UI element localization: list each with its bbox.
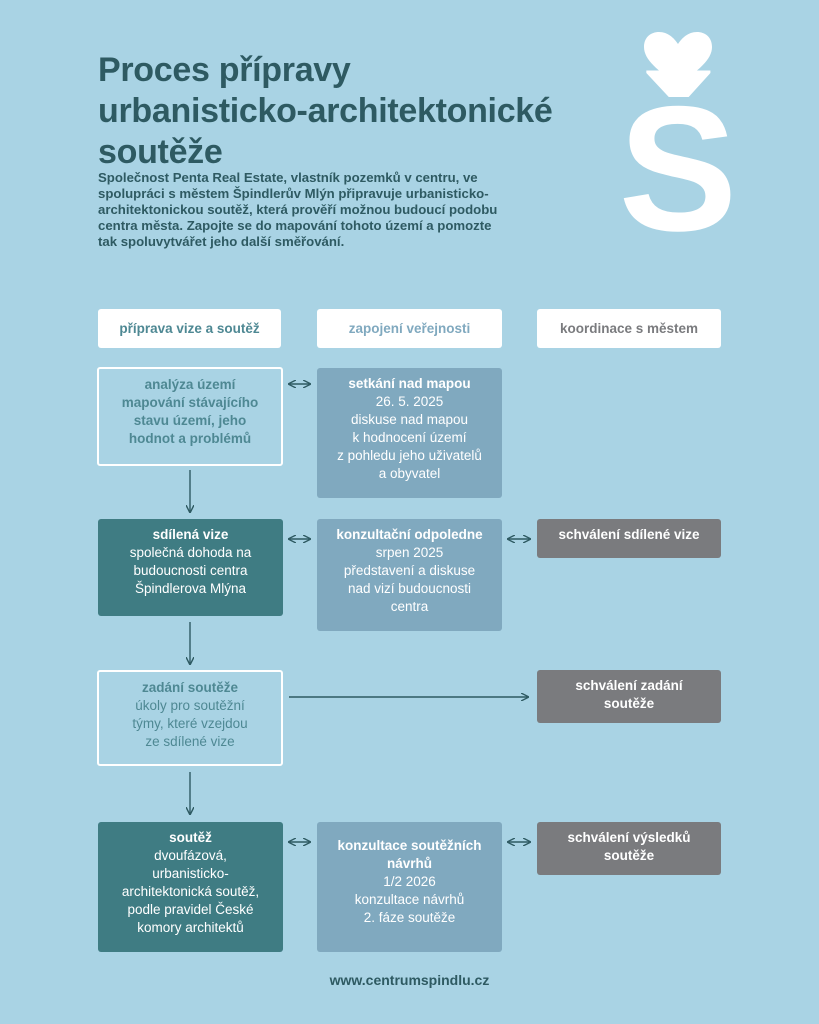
title-line: soutěže [98, 133, 223, 171]
step-line: 2. fáze soutěže [363, 910, 456, 925]
column-header-label: příprava vize a soutěž [119, 321, 260, 336]
step-konzultace-navrhu [317, 822, 502, 952]
step-schvaleni-vysledku [537, 822, 721, 875]
intro-line: centra města. Zapojte se do mapování tohoto území a pomozte [98, 218, 492, 233]
step-setkani-nad-mapou [317, 368, 502, 498]
intro-line: architektonickou soutěž, která prověří možnou budoucí podobu [98, 202, 498, 217]
step-title: soutěž [169, 830, 212, 845]
step-soutez [98, 822, 283, 952]
step-line: konzultace návrhů [354, 892, 465, 907]
step-line: představení a diskuse [343, 563, 476, 578]
footer-url: www.centrumspindlu.cz [329, 972, 490, 988]
step-line: hodnot a problémů [128, 431, 252, 446]
intro-line: tak spoluvytvářet jeho další směřování. [98, 234, 345, 249]
step-sdilena-vize [98, 519, 283, 616]
step-line: nad vizí budoucnosti [347, 581, 472, 596]
step-title: setkání nad mapou [348, 376, 471, 391]
step-line: týmy, které vzejdou [132, 716, 248, 731]
step-line: 26. 5. 2025 [375, 394, 444, 409]
step-line: budoucnosti centra [133, 563, 248, 578]
step-title: návrhů [386, 856, 432, 871]
step-konzultacni-odpoledne [317, 519, 502, 631]
step-line: společná dohoda na [129, 545, 252, 560]
step-line: 1/2 2026 [383, 874, 436, 889]
step-line: diskuse nad mapou [350, 412, 469, 427]
title-line: Proces přípravy [98, 51, 351, 89]
step-line: Špindlerova Mlýna [134, 581, 247, 596]
step-line: schválení výsledků [567, 830, 691, 845]
step-line: soutěže [603, 696, 655, 711]
step-title: konzultace soutěžních [337, 838, 482, 853]
step-line: ze sdílené vize [145, 734, 235, 749]
step-line: mapování stávajícího [121, 395, 259, 410]
step-line: komory architektů [137, 920, 244, 935]
step-line: dvoufázová, [154, 848, 227, 863]
step-line: srpen 2025 [375, 545, 444, 560]
step-schvaleni-vize [537, 519, 721, 558]
step-title: analýza území [144, 377, 236, 392]
column-header-label: koordinace s městem [559, 321, 699, 336]
intro-line: Společnost Penta Real Estate, vlastník pozemků v centru, ve [98, 170, 478, 185]
step-schvaleni-zadani [537, 670, 721, 723]
step-line: urbanisticko- [152, 866, 229, 881]
logo-letter: Š [618, 69, 738, 240]
step-line: schválení zadání [575, 678, 683, 693]
step-line: schválení sdílené vize [558, 527, 700, 542]
step-title: konzultační odpoledne [336, 527, 483, 542]
step-line: k hodnocení území [352, 430, 467, 445]
step-title: zadání soutěže [141, 680, 239, 695]
step-title: sdílená vize [152, 527, 229, 542]
step-line: úkoly pro soutěžní [135, 698, 245, 713]
step-line: podle pravidel České [127, 902, 254, 917]
step-line: soutěže [603, 848, 655, 863]
step-line: centra [390, 599, 429, 614]
step-analyza-uzemi [97, 367, 283, 466]
column-header-label: zapojení veřejnosti [348, 321, 471, 336]
intro-line: spolupráci s městem Špindlerův Mlýn připravuje urbanisticko- [98, 186, 489, 201]
step-zadani-souteze [97, 670, 283, 766]
step-line: a obyvatel [378, 466, 441, 481]
step-line: z pohledu jeho uživatelů [337, 448, 482, 463]
title-line: urbanisticko-architektonické [98, 92, 553, 130]
step-line: architektonická soutěž, [121, 884, 260, 899]
step-line: stavu území, jeho [133, 413, 247, 428]
